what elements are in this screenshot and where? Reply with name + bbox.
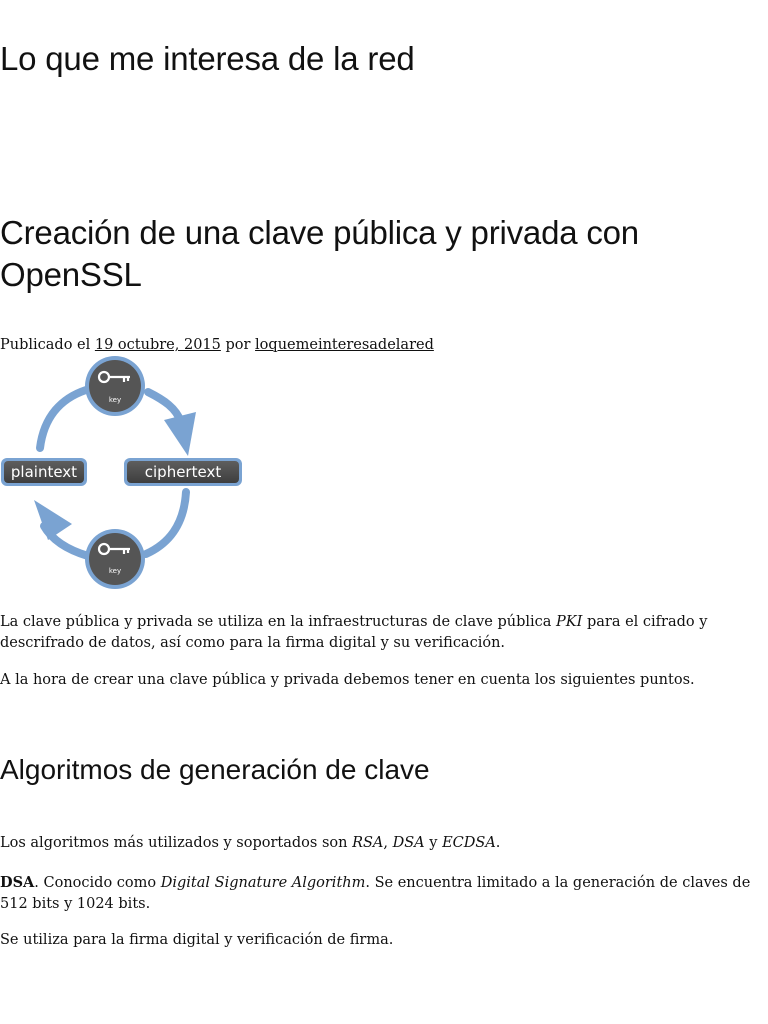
key-bottom-label: key bbox=[108, 567, 122, 575]
text: para el cifrado y descrifrado de datos, así como para la firma digital y su verificación. bbox=[0, 614, 708, 651]
paragraph-points: A la hora de crear una clave pública y privada debemos tener en cuenta los siguientes puntos. bbox=[0, 672, 695, 688]
paragraph-algorithms bbox=[0, 833, 760, 854]
post-date-link[interactable]: 19 octubre, 2015 bbox=[94, 337, 221, 353]
ciphertext-label: ciphertext bbox=[144, 463, 222, 481]
post-meta bbox=[0, 337, 434, 353]
ciphertext-pill bbox=[124, 458, 242, 486]
public-key-cipher-diagram bbox=[0, 356, 246, 592]
text: La clave pública y privada se utiliza en la infraestructuras de clave pública bbox=[0, 614, 557, 630]
text: , bbox=[383, 835, 393, 851]
dsa-bold: DSA bbox=[0, 874, 35, 891]
arrow-head-up bbox=[34, 500, 72, 540]
pki-term: PKI bbox=[556, 614, 583, 630]
ecdsa-term: ECDSA bbox=[442, 835, 496, 851]
text: . Conocido como bbox=[34, 875, 161, 891]
site-title[interactable]: Lo que me interesa de la red bbox=[0, 40, 415, 77]
meta-prefix: Publicado el bbox=[0, 337, 91, 353]
post-title: Creación de una clave pública y privada con OpenSSL bbox=[0, 214, 639, 293]
paragraph-intro bbox=[0, 612, 760, 654]
arrow-head-down bbox=[164, 412, 196, 456]
meta-by: por bbox=[225, 337, 251, 353]
paragraph-signature: Se utiliza para la firma digital y verificación de firma. bbox=[0, 932, 394, 948]
author-link[interactable]: loquemeinteresadelared bbox=[255, 337, 434, 353]
key-top-label: key bbox=[108, 396, 122, 404]
text: y bbox=[424, 835, 443, 851]
plaintext-pill bbox=[1, 458, 87, 486]
dsa-full-name: Digital Signature Algorithm bbox=[160, 875, 366, 891]
rsa-term: RSA bbox=[352, 835, 384, 851]
dsa-term: DSA bbox=[392, 835, 425, 851]
paragraph-dsa bbox=[0, 872, 760, 915]
text: Los algoritmos más utilizados y soportados son bbox=[0, 835, 353, 851]
text: . bbox=[495, 835, 501, 851]
arc-top-left bbox=[40, 390, 86, 448]
plaintext-label: plaintext bbox=[10, 463, 78, 481]
section-title: Algoritmos de generación de clave bbox=[0, 754, 430, 785]
arc-bottom-right bbox=[146, 492, 186, 554]
key-bottom bbox=[85, 529, 145, 589]
key-top bbox=[85, 356, 145, 416]
text: . Se encuentra limitado a la generación de claves de 512 bits y 1024 bits. bbox=[0, 875, 751, 912]
